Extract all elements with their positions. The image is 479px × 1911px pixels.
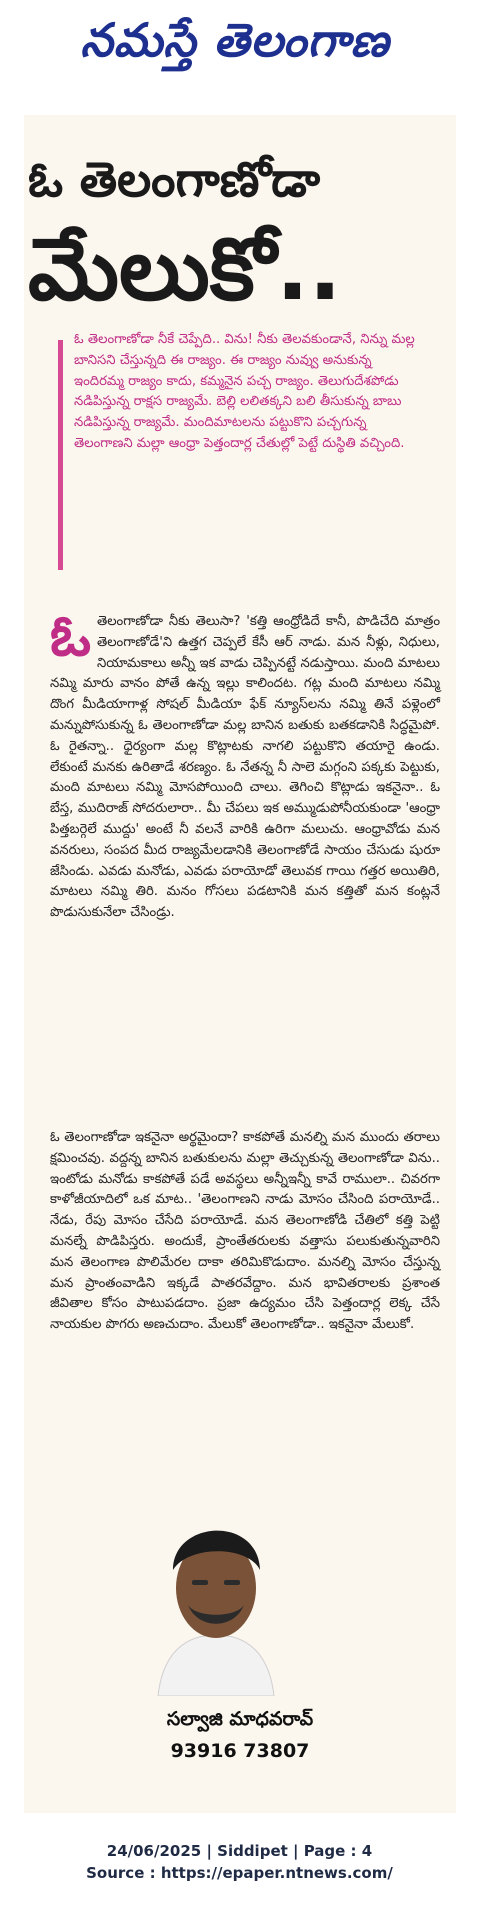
- intro-text: ఓ తెలంగాణోడా నీకే చెప్పేది.. విను! నీకు తెలవకుండానే, నిన్ను మల్ల బానిసని చేస్తున్నది ఈ రాజ్యం. ఈ రాజ్యం నువ్వు అనుకున్న ఇందిరమ్మ రాజ్యం కాదు, కమ్మనైన పచ్చ రాజ్యం. తెలుగుదేశపోడు నడిపిస్తున్న రాక్షస రాజ్యమే. బెల్లి లలితక్కని బలి తీసుకున్న బాబు నడిపిస్తున్న రాజ్యమే. మందిమాటలను పట్టుకొని పచ్చగున్న తెలంగాణని మల్లా ఆంధ్రా పెత్తందార్ల చేతుల్లో పెట్టే దుస్థితి వచ్చింది.: [74, 332, 415, 451]
- author-phone: 93916 73807: [170, 1740, 310, 1762]
- article-paragraph-1: [50, 604, 440, 924]
- article-paragraph-2: ఓ తెలంగాణోడా ఇకనైనా అర్థమైందా? కాకపోతే మనల్ని మన ముందు తరాలు క్షమించవు. వద్దన్న బానిన బతుకులను మల్లా తెచ్చుకున్న తెలంగాణోడా విను.. ఇంటోడు మనోడు కాకపోతే పడే అవస్థలు అన్నీఇన్నీ కావే రాములా.. చివరగా కాళోజీయాదిలో ఒక మాట.. 'తెలంగాణని నాడు మోసం చేసింది పరాయోడే.. నేడు, రేపు మోసం చేసేది పరాయోడే. మన తెలంగాణోడి చేతిలో కత్తి పెట్టి మనల్నే పొడిపిస్తరు. అందుకే, ప్రాంతేతరులకు వత్తాసు పలుకుతున్నవారిని మన తెలంగాణ పొలిమేరల దాకా తరిమికొడుదాం. మనల్ని మోసం చేస్తున్న మన ప్రాంతంవాడిని ఇక్కడే పాతరవేద్దాం. మన భావితరాలకు ప్రశాంత జీవితాల కోసం పాటుపడదాం. ప్రజా ఉద్యమం చేసి పెత్తందార్ల లెక్క చేసే నాయకుల పొగరు అణచుదాం. మేలుకో తెలంగాణోడా.. ఇకనైనా మేలుకో.: [50, 1130, 440, 1333]
- drop-cap: ఓ: [50, 604, 91, 669]
- author-photo-icon: [118, 1500, 314, 1696]
- author-photo: [118, 1500, 314, 1696]
- intro-accent-bar: [58, 340, 63, 570]
- masthead: [0, 0, 479, 95]
- source-link[interactable]: Source : https://epaper.ntnews.com/: [86, 1864, 393, 1882]
- intro-block: [58, 330, 428, 590]
- author-name: సల్వాజి మాధవరావ్: [166, 1708, 314, 1730]
- edition-info: 24/06/2025 | Siddipet | Page : 4: [106, 1842, 373, 1860]
- headline-line2: మేలుకో..: [28, 220, 342, 320]
- paragraph-1-text: తెలంగాణోడా నీకు తెలుసా? 'కత్తి ఆంధ్రోడిదే కానీ, పొడిచేది మాత్రం తెలంగాణోడే'ని ఉత్తగ చెప్పలే కేసీ ఆర్ నాడు. మన నీళ్లు, నిధులు, నియామకాలు అన్నీ ఇక వాడు చెప్పినట్టే నడుస్తాయి. మంది మాటలు నమ్మి మారు వానం పోతే ఉన్న ఇల్లు కాలిందట. గట్ల మంది మాటలు నమ్మి దొంగ మీడియాగాళ్ల సోషల్ మీడియా ఫేక్ న్యూస్‌లను నమ్మి తినే పళ్లెంలో మన్నుపోసుకున్న ఓ తెలంగాణోడా మల్ల బానిన బతుకు బతకడానికి సిద్ధమైపో. ఓ రైతన్నా.. ధైర్యంగా మల్ల కొట్లాటకు నాగలి పట్టుకొని తయారై ఉండు. లేకుంటే మనకు ఉరితాడే శరణ్యం. ఓ నేతన్న నీ సాలె మగ్గంని పక్కకు పెట్టుకు, మంది మాటలు నమ్మి మోసపోయింది చాలు. తెగించి కొట్లాడు ఇకనైనా.. ఓ బేస్త, ముదిరాజ్ సోదరులారా.. మీ చేపలు ఇక అమ్ముడుపోనీయకుండా 'ఆంధ్రా పిత్తబర్గెలే ముద్దు' అంటే నీ వలనే వారికి ఉరిగా మలుచు. ఆంధ్రావోడు మన వనరులు, సంపద మీద రాజ్యమేలడానికి తెలంగాణోడే సాయం చేసుడు షురూ జేసిండు. ఎవడు మనోడు, ఎవడు పరాయోడో తెలువక గాయి గత్తర అయితిరి, మాటలు నమ్మి తిరి. మనం గోసలు పడటానికి మన కత్తితో మన కంట్లనే పొడుసుకునేలా చేసిండ్రు.: [50, 614, 440, 921]
- newspaper-logo: నమస్తే తెలంగాణ: [80, 13, 390, 67]
- headline-line1: ఓ తెలంగాణోడా: [28, 152, 321, 208]
